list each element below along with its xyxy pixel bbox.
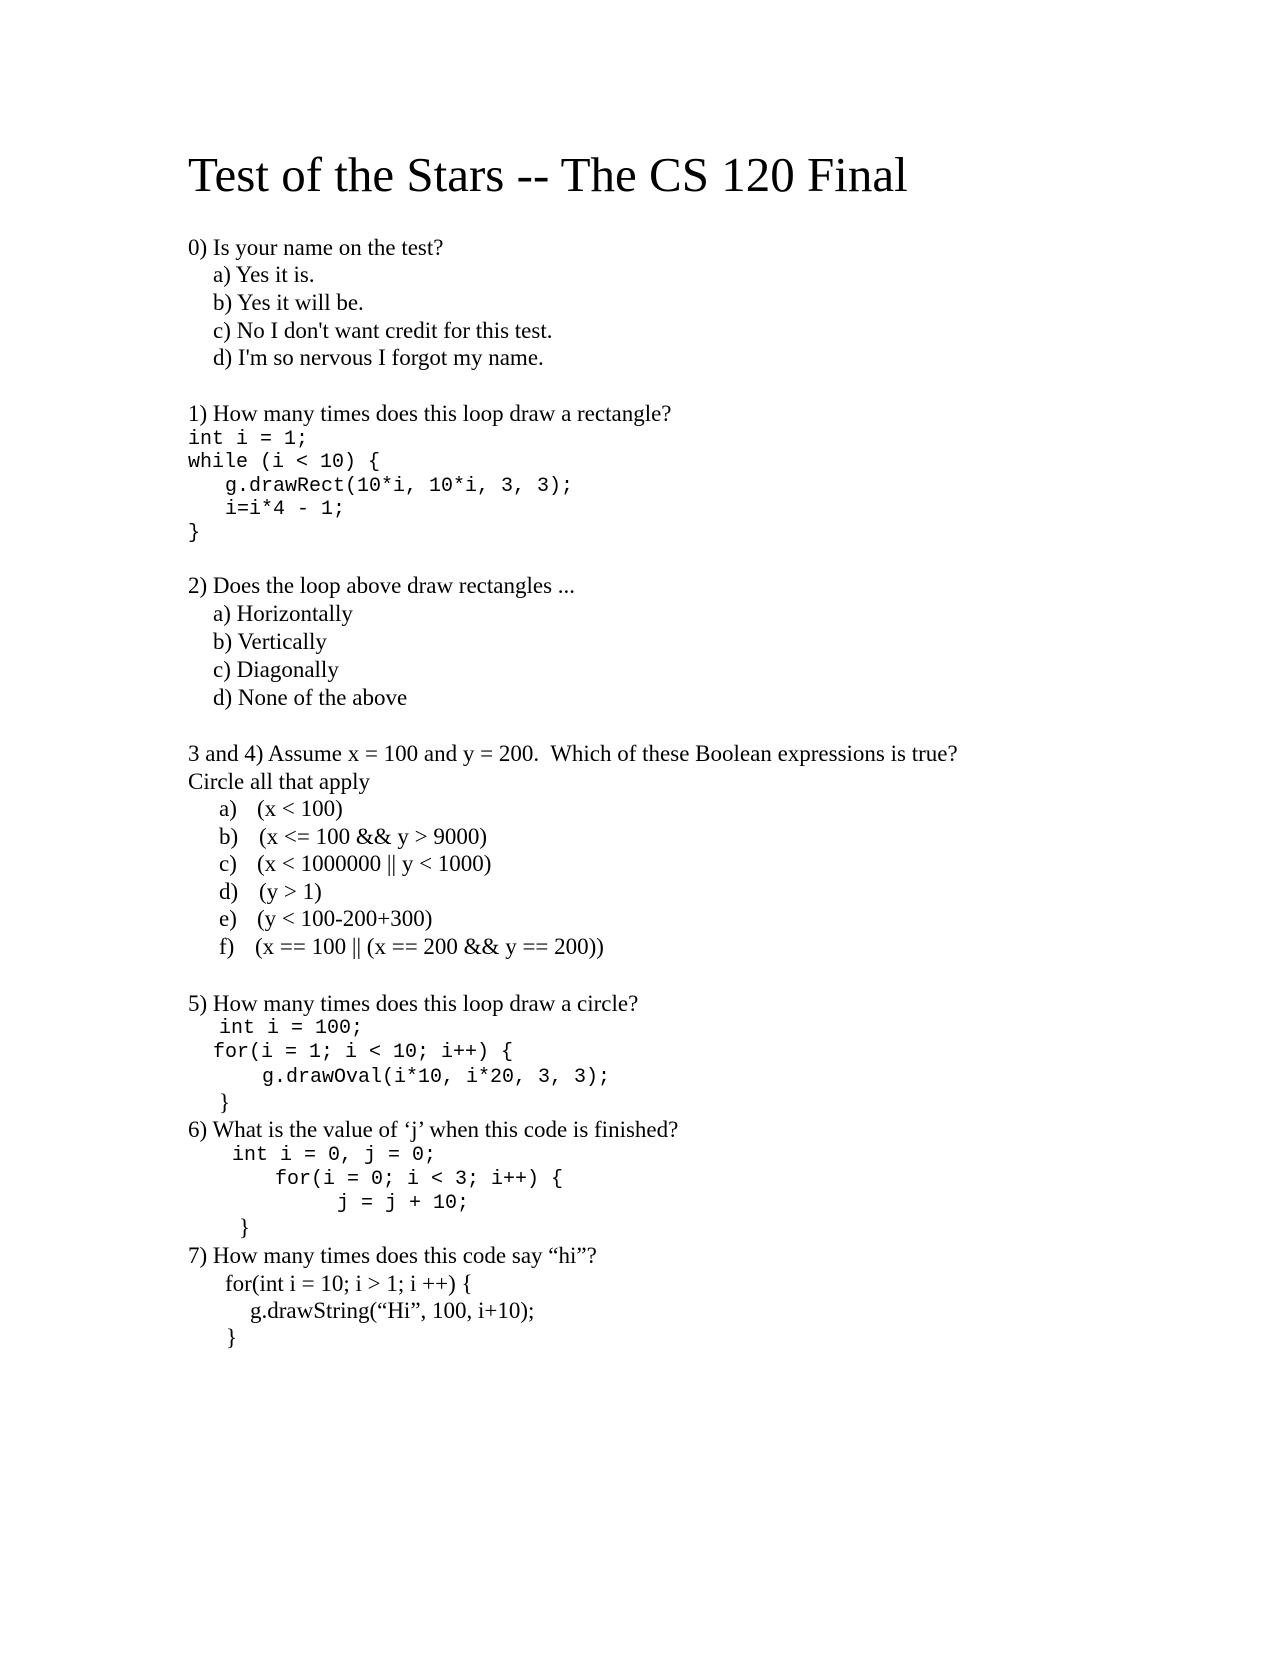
question-3-option-letter: a) [219,796,237,821]
question-6-code-line: for(i = 0; i < 3; i++) { [275,1168,564,1191]
question-3-option-expression: (x < 1000000 || y < 1000) [257,851,492,876]
question-6: 6) What is the value of ‘j’ when this code is finished? [188,1117,679,1142]
question-1-code-line: i=i*4 - 1; [225,498,346,521]
question-2: 2) Does the loop above draw rectangles ... [188,573,576,598]
question-3-option-letter: e) [219,906,237,931]
question-7-code-line: g.drawString(“Hi”, 100, i+10); [250,1298,535,1323]
question-1: 1) How many times does this loop draw a rectangle? [188,401,672,426]
question-5-code-line: g.drawOval(i*10, i*20, 3, 3); [262,1066,611,1089]
question-7: 7) How many times does this code say “hi”? [188,1243,597,1268]
question-2-option-c: c) Diagonally [213,657,339,682]
question-0-option-b: b) Yes it will be. [213,290,364,315]
question-5-code-line: } [219,1090,231,1115]
question-3-option-expression: (y > 1) [259,879,322,904]
question-3-option-expression: (x <= 100 && y > 9000) [259,824,488,849]
question-2-option-b: b) Vertically [213,629,327,654]
question-5-code-line: for(i = 1; i < 10; i++) { [213,1041,514,1064]
question-2-option-d: d) None of the above [213,685,408,710]
question-7-code-line: for(int i = 10; i > 1; i ++) { [225,1271,473,1296]
question-3-option-letter: b) [219,824,239,849]
question-0-option-c: c) No I don't want credit for this test. [213,318,553,343]
question-2-option-a: a) Horizontally [213,601,353,626]
question-6-code-line: } [239,1215,251,1240]
question-3-option-expression: (y < 100-200+300) [257,906,433,931]
question-0: 0) Is your name on the test? [188,235,444,260]
question-7-code-line: } [226,1325,238,1350]
question-3-option-expression: (x == 100 || (x == 200 && y == 200)) [255,934,604,959]
question-5-code-line: int i = 100; [219,1017,364,1040]
question-1-code-line: int i = 1; [188,428,309,451]
question-1-code-line: } [188,522,201,545]
question-5: 5) How many times does this loop draw a circle? [188,991,639,1016]
question-3-option-letter: d) [219,879,239,904]
question-3-4: 3 and 4) Assume x = 100 and y = 200. Which of these Boolean expressions is true? [188,741,958,766]
question-3-4-instruction: Circle all that apply [188,769,371,794]
question-1-code-line: while (i < 10) { [188,451,381,474]
question-6-code-line: j = j + 10; [337,1192,470,1215]
page-title: Test of the Stars -- The CS 120 Final [188,147,908,202]
question-6-code-line: int i = 0, j = 0; [232,1144,437,1167]
question-3-option-letter: c) [219,851,237,876]
question-0-option-a: a) Yes it is. [213,262,315,287]
question-3-option-letter: f) [219,934,235,959]
question-0-option-d: d) I'm so nervous I forgot my name. [213,345,544,370]
question-3-option-expression: (x < 100) [257,796,343,821]
question-1-code-line: g.drawRect(10*i, 10*i, 3, 3); [225,475,574,498]
